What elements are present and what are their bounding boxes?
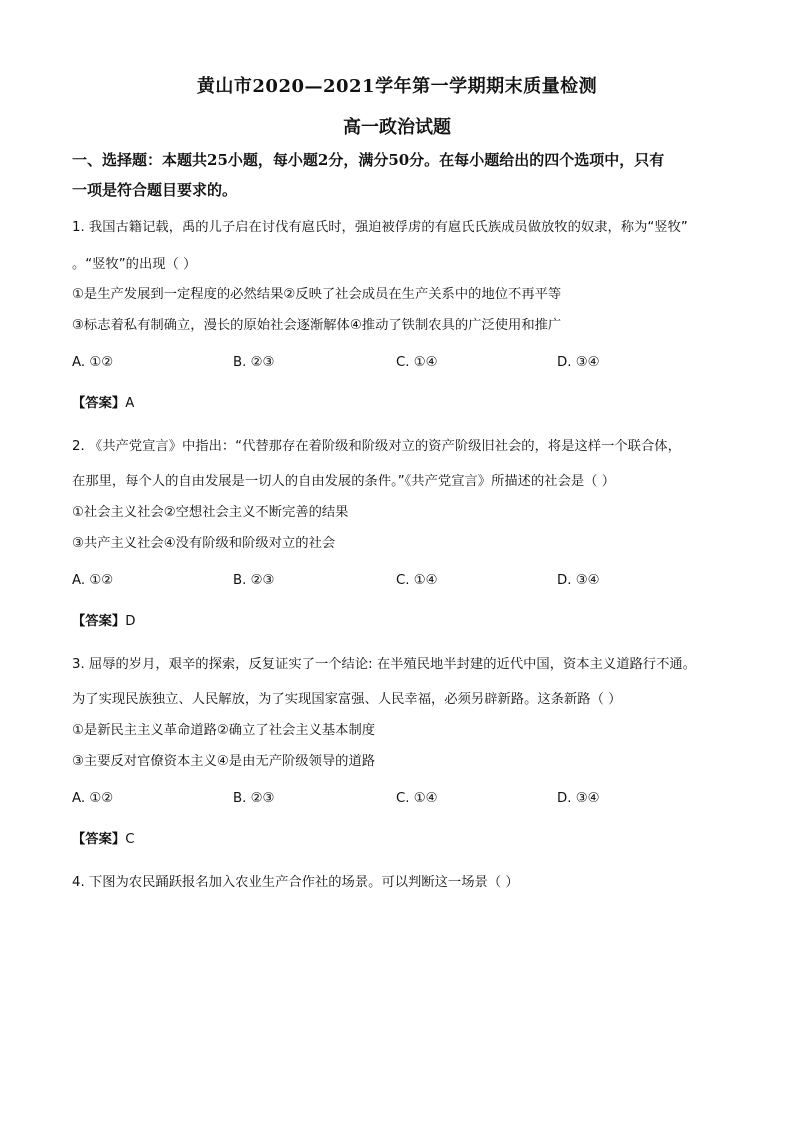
question-statement: ③标志着私有制确立，漫长的原始社会逐渐解体④推动了铁制农具的广泛使用和推广 <box>72 318 562 333</box>
question-statement: ③共产主义社会④没有阶级和阶级对立的社会 <box>72 536 336 551</box>
option-c[interactable]: C. ①④ <box>396 573 438 588</box>
question-stem-line: 为了实现民族独立、人民解放，为了实现国家富强、人民幸福，必须另辟新路。这条新路（ ） <box>72 692 622 707</box>
option-b[interactable]: B. ②③ <box>233 791 275 806</box>
option-a[interactable]: A. ①② <box>72 355 114 370</box>
question-statement: ①社会主义社会②空想社会主义不断完善的结果 <box>72 505 349 520</box>
section-line: 一、选择题：本题共25小题，每小题2分，满分50分。在每小题给出的四个选项中，只有 <box>72 151 665 169</box>
option-d[interactable]: D. ③④ <box>557 355 600 370</box>
question-stem-line: 在那里，每个人的自由发展是一切人的自由发展的条件。”《共产党宣言》所描述的社会是（ ） <box>72 474 615 489</box>
answer-value: D <box>125 614 136 629</box>
answer-line <box>72 830 134 850</box>
exam-subtitle: 高一政治试题 <box>343 117 451 138</box>
option-a[interactable]: A. ①② <box>72 573 114 588</box>
question-statement: ③主要反对官僚资本主义④是由无产阶级领导的道路 <box>72 754 376 769</box>
answer-value: A <box>125 396 135 411</box>
answer-label: 【答案】 <box>72 396 126 411</box>
option-d[interactable]: D. ③④ <box>557 791 600 806</box>
option-a[interactable]: A. ①② <box>72 791 114 806</box>
answer-line <box>72 612 135 632</box>
option-c[interactable]: C. ①④ <box>396 791 438 806</box>
question-stem-line: 1. 我国古籍记载，禹的儿子启在讨伐有扈氏时，强迫被俘虏的有扈氏氏族成员做放牧的奴隶，称为“竖牧” <box>72 220 688 235</box>
answer-label: 【答案】 <box>72 832 126 847</box>
option-c[interactable]: C. ①④ <box>396 355 438 370</box>
answer-line <box>72 394 134 414</box>
question-stem-line: 3. 屈辱的岁月，艰辛的探索，反复证实了一个结论: 在半殖民地半封建的近代中国，资本主义道路行不通。 <box>72 657 696 672</box>
question-stem-line: 。“竖牧”的出现（ ） <box>72 257 197 272</box>
question-stem-line: 4. 下图为农民踊跃报名加入农业生产合作社的场景。可以判断这一场景（ ） <box>72 875 519 890</box>
question-stem-line: 2. 《共产党宣言》中指出：“代替那存在着阶级和阶级对立的资产阶级旧社会的，将是这样一个联合体， <box>72 439 681 454</box>
exam-title: 黄山市2020—2021学年第一学期期末质量检测 <box>196 76 598 97</box>
question-statement: ①是生产发展到一定程度的必然结果②反映了社会成员在生产关系中的地位不再平等 <box>72 287 562 302</box>
answer-label: 【答案】 <box>72 614 126 629</box>
option-b[interactable]: B. ②③ <box>233 573 275 588</box>
section-line: 一项是符合题目要求的。 <box>72 181 238 199</box>
question-statement: ①是新民主主义革命道路②确立了社会主义基本制度 <box>72 723 376 738</box>
option-b[interactable]: B. ②③ <box>233 355 275 370</box>
section-instructions <box>72 145 732 205</box>
answer-value: C <box>125 832 135 847</box>
option-d[interactable]: D. ③④ <box>557 573 600 588</box>
